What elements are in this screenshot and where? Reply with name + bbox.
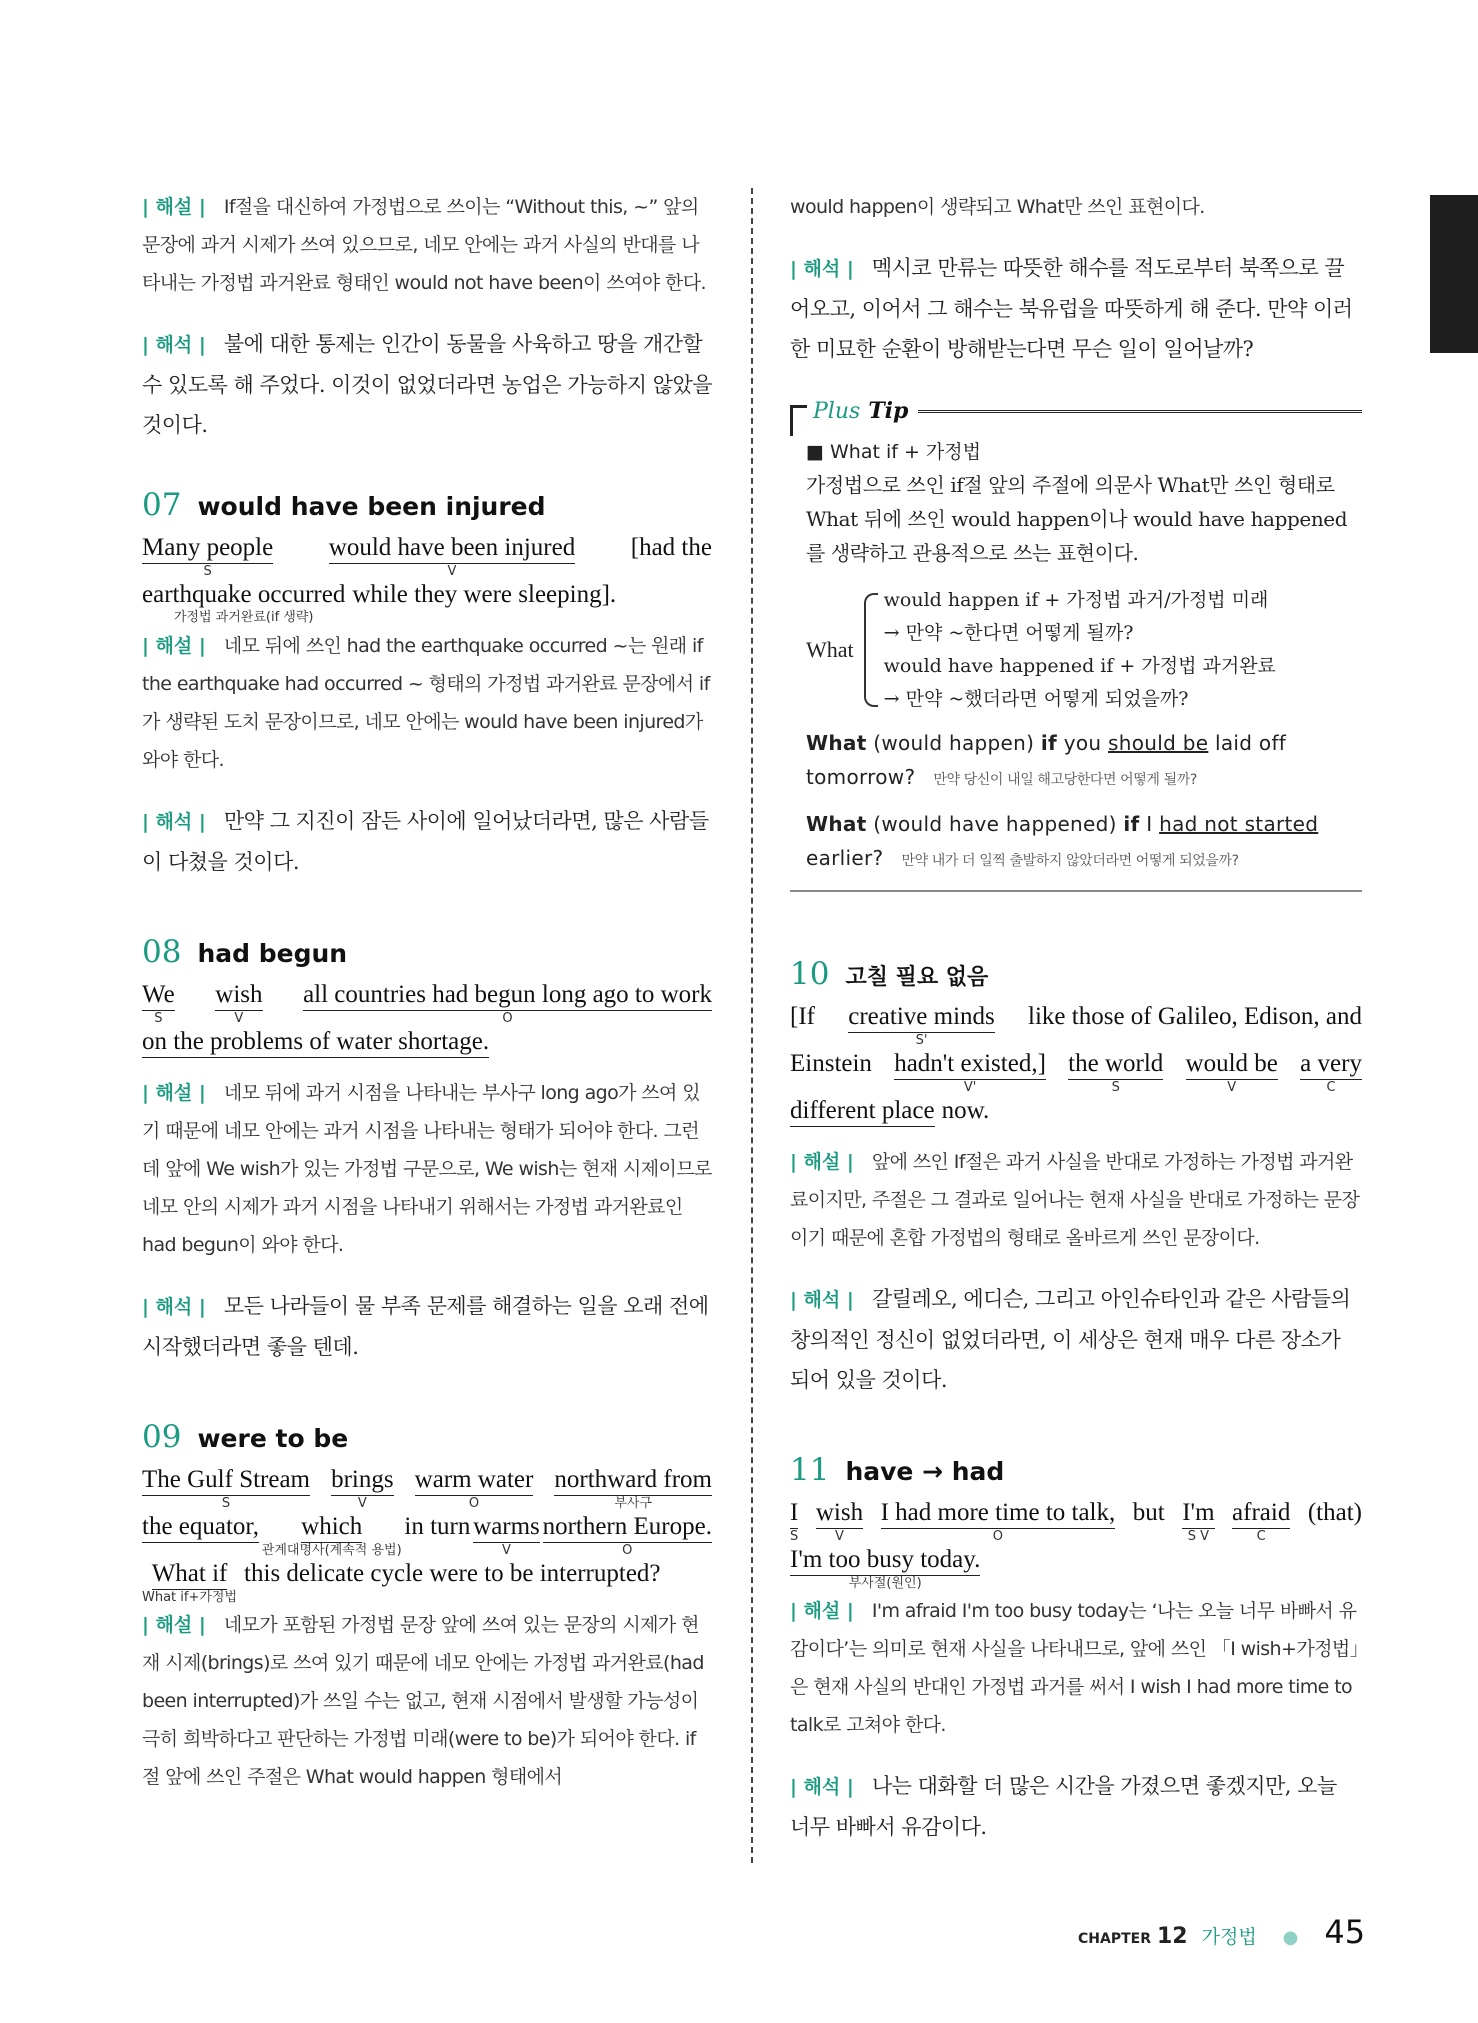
word-text: (that) [1307, 1499, 1362, 1526]
word-text: earthquake occurred [142, 581, 346, 608]
q09-translation: | 해석 | 멕시코 만류는 따뜻한 해수를 적도로부터 북쪽으로 끌어오고, 이어서 그 해수는 북유럽을 따뜻하게 해 준다. 만약 이러한 미묘한 순환이 방해받는다면 무슨 일이 일어날까? [790, 256, 1353, 361]
word-text: [had the [630, 534, 712, 561]
left-column [142, 188, 712, 1818]
column-divider [751, 188, 753, 1863]
word-text: [If [790, 1003, 815, 1030]
word-group [352, 580, 616, 626]
word-group [142, 1512, 259, 1559]
word-text: We [142, 980, 175, 1011]
word-group [404, 1512, 470, 1558]
word-text: warms [473, 1512, 540, 1543]
sentence-10 [790, 1002, 1362, 1143]
word-text: different place [790, 1096, 935, 1127]
chapter-number: 12 [1156, 1924, 1188, 1949]
word-text: northward from [554, 1465, 712, 1496]
word-text: I had more time to talk, [881, 1498, 1116, 1529]
tip-subtitle: ■ What if + 가정법 [806, 441, 981, 463]
structure-lines: would happen if + 가정법 과거/가정법 미래 → 만약 ~한다면 어떻게 될까? would have happened if + 가정법 과거완료 → 만약 ~했더라면 어떻게 되었을까? [883, 589, 1276, 710]
word-text: would have been injured [329, 533, 575, 564]
word-text: I [790, 1498, 798, 1529]
chapter-label: CHAPTER [1078, 1931, 1151, 1947]
q07-explanation: | 해설 | 네모 뒤에 쓰인 had the earthquake occurred ~는 원래 if the earthquake had occurred ~ 형태의 가정법 과거완료 문장에서 if가 생략된 도치 문장이므로, 네모 안에는 would have been injured가 와야 한다. [142, 635, 710, 771]
page-footer [1078, 1913, 1365, 1951]
word-group [215, 980, 262, 1027]
grammar-mark: O [622, 1543, 633, 1558]
grammar-mark: O [468, 1496, 480, 1511]
word-group [942, 1096, 990, 1142]
grammar-mark: O [502, 1011, 513, 1026]
tip-header-rule [918, 410, 1362, 413]
sentence-line [790, 1002, 1362, 1049]
plus-tip-box [790, 391, 1362, 892]
grammar-mark: O [992, 1529, 1004, 1544]
word-text: the equator, [142, 1512, 259, 1543]
word-text: but [1132, 1499, 1165, 1526]
tip-example-1: What (would happen) if you should be laid off tomorrow? 만약 당신이 내일 해고당한다면 어떻게 될까? [806, 731, 1287, 789]
word-group [142, 980, 175, 1027]
word-text: wish [816, 1498, 863, 1529]
grammar-mark [1193, 1032, 1197, 1048]
word-group [142, 1559, 237, 1606]
grammar-mark [435, 1542, 439, 1558]
sentence-11 [790, 1498, 1362, 1592]
grammar-mark [829, 1079, 833, 1095]
grammar-mark: V [1227, 1080, 1237, 1095]
word-text: a very [1300, 1049, 1362, 1080]
grammar-mark: 부사절(원인) [848, 1576, 922, 1591]
sentence-line [142, 533, 712, 580]
sentence-line [790, 1096, 1362, 1143]
word-group [244, 1559, 660, 1605]
grammar-mark [669, 563, 673, 579]
sentence-line [790, 1545, 1362, 1592]
grammar-mark: S [221, 1496, 231, 1511]
tip-example-2: What (would have happened) if I had not started earlier? 만약 내가 더 일찍 출발하지 않았더라면 어떻게 되었을까? [806, 812, 1319, 870]
grammar-mark [860, 1127, 864, 1143]
word-group [543, 1512, 712, 1559]
word-text: Einstein [790, 1050, 872, 1077]
word-text: like those of Galileo, Edison, and [1028, 1003, 1362, 1030]
grammar-mark [198, 1543, 202, 1559]
chapter-title: 가정법 [1201, 1926, 1257, 1948]
word-text: this delicate cycle were to be interrupted? [244, 1560, 661, 1587]
question-07-heading: 07 would have been injured [142, 487, 546, 523]
word-text: all countries had begun long ago to work [303, 980, 712, 1011]
word-text: while they were sleeping]. [352, 581, 617, 608]
sentence-07 [142, 533, 712, 627]
grammar-mark [1147, 1528, 1151, 1544]
word-text: wish [215, 980, 262, 1011]
word-group [1068, 1049, 1163, 1096]
word-text: I'm too busy today. [790, 1545, 980, 1576]
tip-body: 가정법으로 쓰인 if절 앞의 주절에 의문사 What만 쓰인 형태로 What 뒤에 쓰인 would happen이나 would have happened를 생략하고 관용적으로 쓰는 표현이다. [806, 473, 1348, 565]
sentence-08 [142, 980, 712, 1074]
intro-explanation: | 해설 | If절을 대신하여 가정법으로 쓰이는 “Without this, ~” 앞의 문장에 과거 시제가 쓰여 있으므로, 네모 안에는 과거 사실의 반대를 나타내는 가정법 과거완료 형태인 would not have been이 쓰여야 한다. [142, 196, 706, 294]
word-group [790, 1096, 935, 1143]
question-09-heading: 09 were to be [142, 1419, 349, 1455]
question-10-heading: 10 고칠 필요 없음 [790, 956, 989, 992]
plus-tip-header [790, 391, 1362, 431]
sentence-line [142, 1559, 712, 1606]
grammar-mark: 부사구 [614, 1496, 653, 1511]
word-group [790, 1049, 872, 1095]
grammar-mark: C [1326, 1080, 1336, 1095]
word-group [1232, 1498, 1290, 1545]
grammar-mark: S' [915, 1033, 928, 1048]
q11-explanation: | 해설 | I'm afraid I'm too busy today는 ‘나는 오늘 너무 바빠서 유감이다’는 의미로 현재 사실을 나타내므로, 앞에 쓰인 「I wish+가정법」은 현재 사실의 반대인 가정법 과거를 써서 I wish I had more time to talk로 고쳐야 한다. [790, 1600, 1359, 1736]
grammar-mark: V [835, 1529, 844, 1544]
q10-translation: | 해석 | 갈릴레오, 에디슨, 그리고 아인슈타인과 같은 사람들의 창의적인 정신이 없었더라면, 이 세상은 현재 매우 다른 장소가 되어 있을 것이다. [790, 1287, 1351, 1392]
word-text: on the problems of water shortage. [142, 1027, 489, 1058]
word-group [473, 1512, 540, 1559]
word-text: which [301, 1512, 362, 1543]
sentence-line [142, 580, 712, 627]
word-group [790, 1002, 815, 1048]
word-group [331, 1465, 394, 1512]
word-group [142, 1465, 310, 1512]
word-group [790, 1498, 798, 1545]
word-group [329, 533, 575, 580]
sentence-line [142, 980, 712, 1027]
word-text: hadn't existed,] [894, 1049, 1046, 1080]
q10-explanation: | 해설 | 앞에 쓰인 If절은 과거 사실을 반대로 가정하는 가정법 과거완료이지만, 주절은 그 결과로 일어나는 현재 사실을 반대로 가정하는 문장이기 때문에 혼합 가정법의 형태로 올바르게 쓰인 문장이다. [790, 1151, 1360, 1249]
word-group [816, 1498, 863, 1545]
grammar-mark: 가정법 과거완료(if 생략) [173, 610, 314, 625]
word-text: Many people [142, 533, 273, 564]
word-group [848, 1002, 994, 1049]
grammar-mark [1333, 1528, 1337, 1544]
word-text: brings [331, 1465, 394, 1496]
word-group [415, 1465, 534, 1512]
word-text: now. [941, 1097, 990, 1124]
word-group [1028, 1002, 1362, 1048]
word-text: warm water [415, 1465, 534, 1496]
grammar-mark: S V [1187, 1529, 1210, 1544]
word-group [631, 533, 712, 579]
brace-icon [864, 593, 878, 707]
word-text: What if [152, 1559, 228, 1590]
word-group [262, 1512, 402, 1559]
word-group [1308, 1498, 1362, 1544]
word-group [1300, 1049, 1362, 1096]
sentence-09 [142, 1465, 712, 1606]
intro-translation: | 해석 | 불에 대한 통제는 인간이 동물을 사육하고 땅을 개간할 수 있도록 해 주었다. 이것이 없었더라면 농업은 가능하지 않았을 것이다. [142, 332, 713, 437]
page-number: 45 [1324, 1913, 1366, 1951]
sentence-line [142, 1465, 712, 1512]
grammar-mark [450, 1589, 454, 1605]
grammar-mark: V [234, 1011, 244, 1026]
word-group [142, 580, 345, 626]
word-group [1182, 1498, 1214, 1545]
q09-explanation-continued: would happen이 생략되고 What만 쓰인 표현이다. [790, 196, 1205, 218]
q08-translation: | 해석 | 모든 나라들이 물 부족 문제를 해결하는 일을 오래 전에 시작했더라면 좋을 텐데. [142, 1294, 709, 1359]
q11-translation: | 해석 | 나는 대화할 더 많은 시간을 가졌으면 좋겠지만, 오늘 너무 바빠서 유감이다. [790, 1774, 1337, 1839]
question-11-heading: 11 have → had [790, 1452, 1005, 1488]
word-text: would be [1186, 1049, 1278, 1080]
what-structure-diagram [806, 584, 1362, 716]
word-text: in turn [404, 1513, 471, 1540]
word-text: northern Europe. [543, 1512, 712, 1543]
grammar-mark: S [1111, 1080, 1120, 1095]
q09-explanation: | 해설 | 네모가 포함된 가정법 문장 앞에 쓰여 있는 문장의 시제가 현재 시제(brings)로 쓰여 있기 때문에 네모 안에는 가정법 과거완료(had been interrupted)가 쓰일 수는 없고, 현재 시점에서 발생할 가능성이 극히 희박하다고 판단하는 가정법 미래(were to be)가 되어야 한다. if절 앞에 쓰인 주절은 What would happen 형태에서 [142, 1614, 704, 1788]
word-text: the world [1068, 1049, 1163, 1080]
word-text: The Gulf Stream [142, 1465, 310, 1496]
grammar-mark [800, 1032, 804, 1048]
word-group [1186, 1049, 1278, 1096]
tip-bracket-decoration [790, 405, 807, 436]
grammar-mark: What if+가정법 [142, 1590, 238, 1605]
grammar-mark: V [357, 1496, 367, 1511]
grammar-mark: 관계대명사(계속적 용법) [261, 1543, 402, 1558]
grammar-mark: S [203, 564, 212, 579]
grammar-mark [313, 1058, 317, 1074]
chapter-thumb-tab [1430, 195, 1478, 353]
what-label: What [806, 637, 854, 662]
grammar-mark: S [790, 1529, 799, 1544]
word-text: afraid [1232, 1498, 1290, 1529]
word-group [881, 1498, 1116, 1545]
word-group [142, 533, 273, 580]
grammar-mark: C [1256, 1529, 1266, 1544]
bullet-dot-icon: ● [1282, 1927, 1299, 1948]
grammar-mark [482, 610, 486, 626]
word-group [1133, 1498, 1165, 1544]
word-text: creative minds [848, 1002, 994, 1033]
grammar-mark: V' [963, 1080, 977, 1095]
word-group [554, 1465, 712, 1512]
grammar-mark [963, 1126, 967, 1142]
sentence-line [142, 1512, 712, 1559]
plus-tip-title: Plus Tip [813, 398, 909, 424]
word-group [790, 1545, 980, 1592]
word-text: I'm [1182, 1498, 1214, 1529]
word-group [894, 1049, 1046, 1096]
sentence-line [790, 1498, 1362, 1545]
grammar-mark: V [502, 1543, 511, 1558]
right-column [790, 188, 1362, 1869]
word-group [142, 1027, 489, 1074]
q07-translation: | 해석 | 만약 그 지진이 잠든 사이에 일어났더라면, 많은 사람들이 다쳤을 것이다. [142, 809, 709, 874]
q08-explanation: | 해설 | 네모 뒤에 과거 시점을 나타내는 부사구 long ago가 쓰여 있기 때문에 네모 안에는 과거 시점을 나타내는 형태가 되어야 한다. 그런데 앞에 We wish가 있는 가정법 구문으로, We wish는 현재 시제이므로 네모 안의 시제가 과거 시점을 나타내기 위해서는 가정법 과거완료인 had begun이 와야 한다. [142, 1082, 712, 1256]
question-08-heading: 08 had begun [142, 934, 348, 970]
grammar-mark: V [447, 564, 457, 579]
sentence-line [790, 1049, 1362, 1096]
sentence-line [142, 1027, 712, 1074]
grammar-mark: S [154, 1011, 163, 1026]
word-group [303, 980, 712, 1027]
